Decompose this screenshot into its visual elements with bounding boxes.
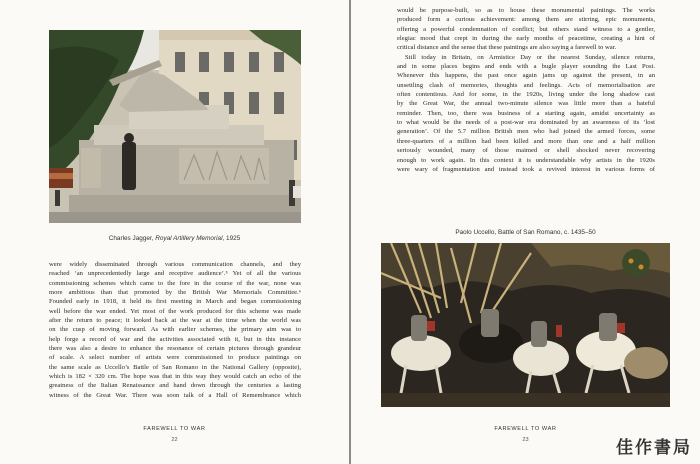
text-line: by the Great War, the annual two-minute silence was little more than a hateful <box>397 100 655 108</box>
text-line: enough to work again. In this context it is understandable why artists in the 1920s <box>397 156 655 164</box>
painting-photo <box>381 243 670 407</box>
memorial-photo <box>49 30 301 223</box>
left-page-number: 22 <box>171 437 178 443</box>
memorial-caption <box>0 235 349 242</box>
text-line: generation’. Of the 5.7 million British men who had joined the armed forces, some <box>397 128 655 136</box>
text-line: seriously wounded, many of those maimed or shell shocked never recovering <box>397 147 655 155</box>
left-running-footer: FAREWELL TO WAR <box>143 426 206 432</box>
right-page-number: 23 <box>522 437 529 443</box>
text-line: offering a powerful condemnation of conflict; but others stand witness to a gentler, <box>397 25 655 33</box>
text-line: Whenever this happens, the past once again jams up against the present, in an <box>397 72 655 80</box>
text-line: often contentious. And for some, in the 1920s, living under the long shadow cast <box>397 91 655 99</box>
text-line: reached ‘an unprecedentedly large and receptive audience’.⁵ Yet of all the various <box>49 270 301 278</box>
text-line: which is 182 × 320 cm. The hope was that in this way they would catch an echo of the <box>49 373 301 381</box>
text-line: were wary of fragmentation and instead took a revived interest in various forms of <box>397 165 655 173</box>
painting-illustration <box>381 243 670 407</box>
text-line: commissioning schemes which came to the fore in the course of the war, none was <box>49 279 301 287</box>
left-page <box>0 0 349 464</box>
painting-caption: Paolo Uccello, Battle of San Romano, c. 1435–50 <box>455 229 596 236</box>
text-line: reminder. Then, too, there was business of a starting again, amidst uncertainty as <box>397 109 655 117</box>
text-line: after the return to peace; it looked back at the war at the time when the world was <box>49 317 301 325</box>
watermark-stamp: 佳作書局 <box>616 438 692 458</box>
right-page <box>351 0 700 464</box>
text-line: witness of the Great War. There was soon talk of a Hall of Remembrance which <box>49 391 301 399</box>
text-line: Founded early in 1918, it held its first meeting in March and began commissioning <box>49 298 301 306</box>
memorial-photo-illustration <box>49 30 301 223</box>
text-line: three-quarters of a million had been killed and more than one and a half million <box>397 137 655 145</box>
text-line: on the cusp of moving forward. As with earlier schemes, the primary aim was to <box>49 326 301 334</box>
text-line: critical distance and the sense that these paintings are also saying a farewell to war. <box>397 44 617 52</box>
text-line: unsettling clash of memories, thoughts and feelings. Acts of memorialisation are <box>397 81 655 89</box>
caption-title: Royal Artillery Memorial <box>155 235 223 242</box>
text-line: of scale. A select number of artists were commissioned to produce paintings on <box>49 354 301 362</box>
text-line: elegiac mood that crept in during the early months of peacetime, creating a hint of <box>397 35 655 43</box>
text-line: there was also a desire to enhance the resonance of certain pictures through grandeur <box>49 345 301 353</box>
caption-artist: Charles Jagger, <box>108 235 156 242</box>
text-line: more ambitious than that promoted by the British War Memorials Committee.⁶ <box>49 289 301 297</box>
right-body-text <box>397 6 655 174</box>
text-line: the same scale as Uccello’s Battle of San Romano in the National Gallery (opposite), <box>49 363 301 371</box>
text-line: help forge a record of war and the activities associated with it, but in this instance <box>49 335 301 343</box>
text-line: would be purpose-built, so as to house these monumental paintings. The works <box>397 7 655 14</box>
text-line: to what would be the needs of a post-war era dominated by an awareness of its ‘lost <box>397 119 655 127</box>
left-body-text <box>49 260 301 400</box>
text-line: and in some places begins and ends with a bugle player sounding the Last Post. <box>397 63 655 71</box>
text-line: greatness of the Italian Renaissance and hand down through the centuries a lasting <box>49 382 301 390</box>
text-line: Still today in Britain, on Armistice Day or the nearest Sunday, silence returns, <box>405 53 655 61</box>
right-running-footer: FAREWELL TO WAR <box>494 426 557 432</box>
caption-year: , 1925 <box>222 235 241 242</box>
text-line: were widely disseminated through various communication channels, and they <box>49 261 301 268</box>
text-line: produced form a curious achievement: among them are stirring, epic monuments, <box>397 16 655 24</box>
text-line: well before the war ended. Yet most of the work produced for this scheme was made <box>49 307 301 315</box>
